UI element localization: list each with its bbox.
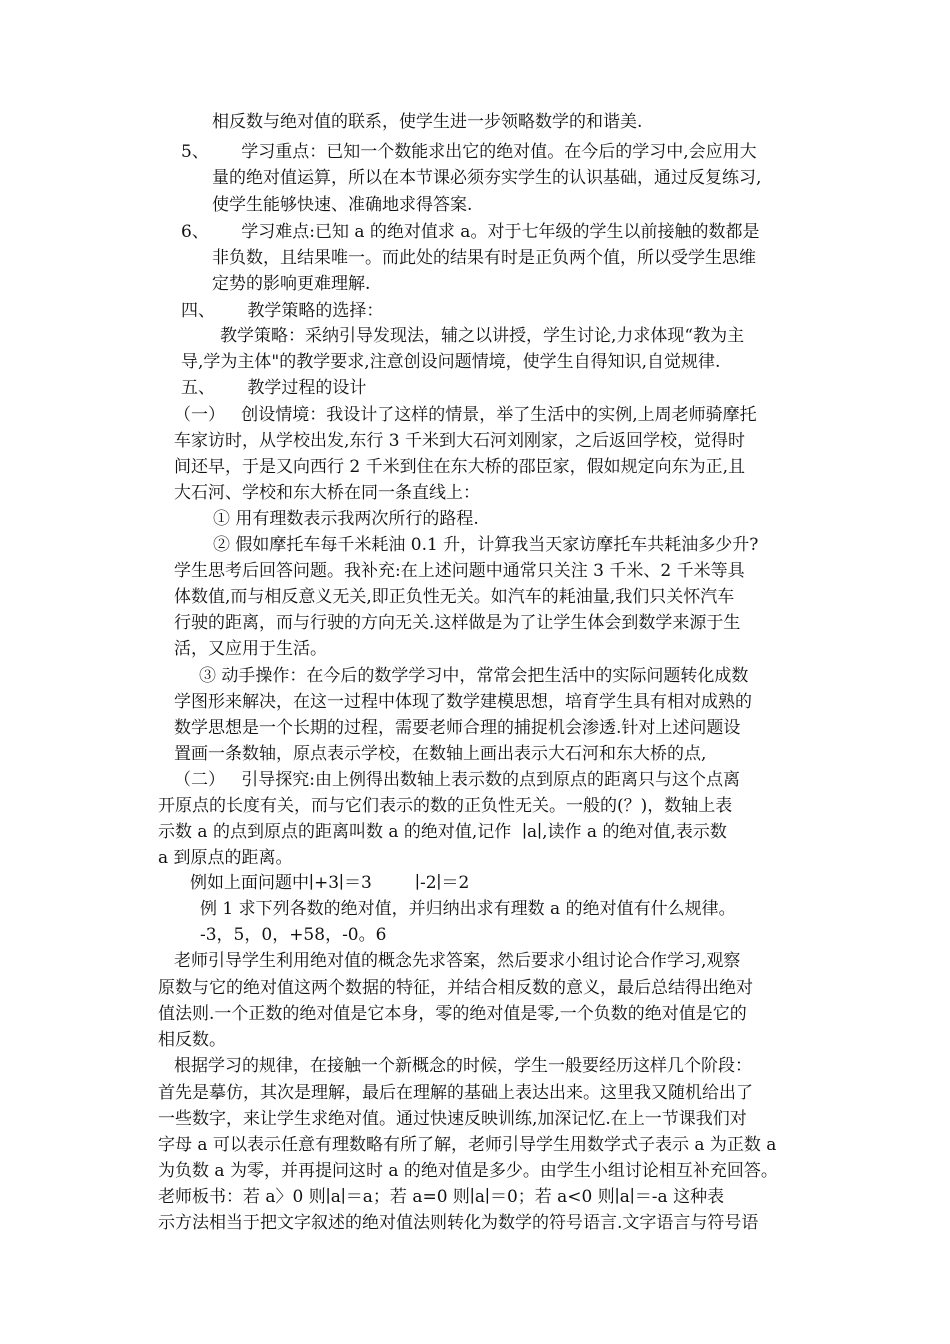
list-item-5: 5、 学习重点：已知一个数能求出它的绝对值。在今后的学习中,会应用大 [181,142,757,162]
text-line: 教学策略：采纳引导发现法，辅之以讲授，学生讨论,力求体现“教为主 [220,326,745,346]
text-line: 原数与它的绝对值这两个数据的特征，并结合相反数的意义，最后总结得出绝对 [158,978,753,998]
text-line: 使学生能够快速、准确地求得答案. [212,195,473,215]
text-line: 学图形来解决，在这一过程中体现了数学建模思想，培育学生具有相对成熟的 [174,692,752,712]
example-line: 例如上面问题中∣+3∣＝3 ∣-2∣＝2 [190,873,470,893]
text-line: 一些数字，来让学生求绝对值。通过快速反映训练,加深记忆.在上一节课我们对 [158,1109,747,1129]
text-line: 学生思考后回答问题。我补充:在上述问题中通常只关注 3 千米、2 千米等具 [174,561,745,581]
text-line: 开原点的长度有关，而与它们表示的数的正负性无关。一般的(？)，数轴上表 [158,796,733,816]
text-line: 体数值,而与相反意义无关,即正负性无关。如汽车的耗油量,我们只关怀汽车 [174,587,735,607]
section-heading-5: 五、 教学过程的设计 [181,378,367,398]
text-line: 相反数与绝对值的联系，使学生进一步领略数学的和谐美. [212,112,643,132]
text-line: 首先是摹仿，其次是理解，最后在理解的基础上表达出来。这里我又随机给出了 [158,1083,753,1103]
text-line: 车家访时，从学校出发,东行 3 千米到大石河刘刚家，之后返回学校，觉得时 [174,431,746,451]
text-line: 导,学为主体"的教学要求,注意创设问题情境，使学生自得知识,自觉规律. [181,352,721,372]
text-line: 置画一条数轴，原点表示学校，在数轴上画出表示大石河和东大桥的点, [174,744,707,764]
text-line: 根据学习的规律，在接触一个新概念的时候，学生一般要经历这样几个阶段： [174,1056,752,1076]
section-heading-4: 四、 教学策略的选择： [181,301,384,321]
question-1: ① 用有理数表示我两次所行的路程. [213,509,479,529]
text-line: 量的绝对值运算，所以在本节课必须夯实学生的认识基础，通过反复练习, [212,168,762,188]
question-3: ③ 动手操作：在今后的数学学习中，常常会把生活中的实际问题转化成数 [199,666,749,686]
subsection-heading-1: （一） 创设情境：我设计了这样的情景，举了生活中的实例,上周老师骑摩托 [174,405,757,425]
text-line: a 到原点的距离。 [158,848,293,868]
subsection-heading-2: （二） 引导探究:由上例得出数轴上表示数的点到原点的距离只与这个点离 [174,770,740,790]
text-line: 活，又应用于生活。 [174,639,327,659]
text-line: 非负数，且结果唯一。而此处的结果有时是正负两个值，所以受学生思维 [212,248,756,268]
text-line: 间还早，于是又向西行 2 千米到住在东大桥的邵臣家，假如规定向东为正,且 [174,457,746,477]
number-list: -3，5，0，+58，-0。6 [200,925,387,945]
text-line: 老师板书：若 a〉0 则∣a∣＝a；若 a=0 则∣a∣＝0；若 a<0 则∣a∣＝-a 这种表 [158,1187,725,1207]
text-line: 示数 a 的点到原点的距离叫数 a 的绝对值,记作 ∣a∣,读作 a 的绝对值,表示数 [158,822,727,842]
text-line: 示方法相当于把文字叙述的绝对值法则转化为数学的符号语言.文字语言与符号语 [158,1213,759,1233]
text-line: 大石河、学校和东大桥在同一条直线上： [174,483,480,503]
example-1: 例 1 求下列各数的绝对值，并归纳出求有理数 a 的绝对值有什么规律。 [200,899,736,919]
text-line: 值法则.一个正数的绝对值是它本身，零的绝对值是零,一个负数的绝对值是它的 [158,1004,747,1024]
list-item-6: 6、 学习难点:已知 a 的绝对值求 a。对于七年级的学生以前接触的数都是 [181,222,760,242]
text-line: 相反数。 [158,1030,226,1050]
text-line: 为负数 a 为零，并再提问这时 a 的绝对值是多少。由学生小组讨论相互补充回答。 [158,1161,778,1181]
question-2: ② 假如摩托车每千米耗油 0.1 升，计算我当天家访摩托车共耗油多少升? [213,535,759,555]
text-line: 数学思想是一个长期的过程，需要老师合理的捕捉机会渗透.针对上述问题设 [174,718,741,738]
text-line: 老师引导学生利用绝对值的概念先求答案，然后要求小组讨论合作学习,观察 [174,951,741,971]
text-line: 字母 a 可以表示任意有理数略有所了解，老师引导学生用数学式子表示 a 为正数 a [158,1135,777,1155]
text-line: 定势的影响更难理解. [212,274,371,294]
text-line: 行驶的距离，而与行驶的方向无关.这样做是为了让学生体会到数学来源于生 [174,613,741,633]
